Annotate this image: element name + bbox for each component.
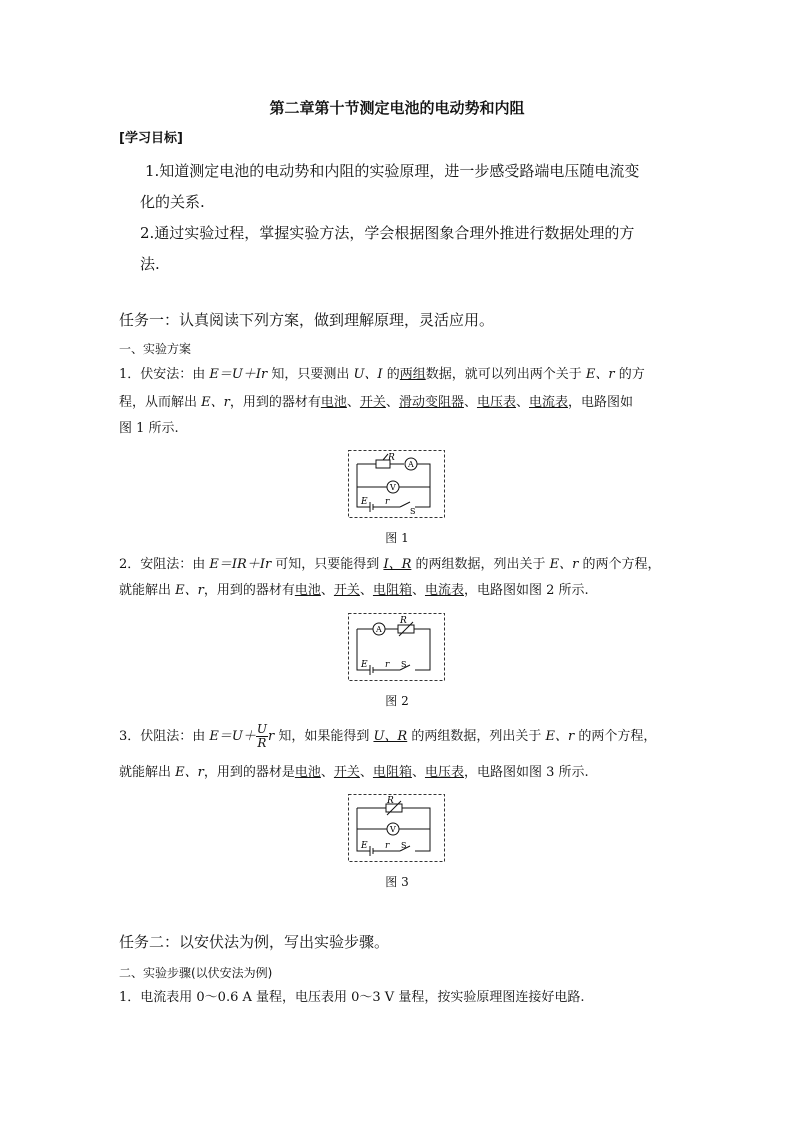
step-1: 1．电流表用 0～0.6 A 量程，电压表用 0～3 V 量程，按实验原理图连接好电路. <box>119 990 585 1005</box>
figure-1-caption: 图 1 <box>385 531 409 545</box>
figure-2-circuit <box>348 613 445 681</box>
method-3-line1: 3．伏阻法：由 E＝U＋ $\frac{U}{R}$ r 知，如果能得到 U、R 的两组数据，列出关于 E、r 的两个方程， <box>119 722 657 750</box>
method-1-line3: 图 1 所示. <box>119 421 179 436</box>
method-1-line1: 1．伏安法：由 E＝U＋Ir 知，只要测出 U、I 的两组数据，就可以列出两个关于 E、r 的方 <box>119 367 645 382</box>
fig2-label-R: R <box>400 616 407 626</box>
figure-3-caption: 图 3 <box>385 875 409 889</box>
objective-1-line2: 化的关系. <box>140 193 205 211</box>
method-2-line2: 就能解出 E、r，用到的器材有电池、开关、电阻箱、电流表，电路图如图 2 所示. <box>119 583 589 598</box>
figure-2-caption: 图 2 <box>385 694 409 708</box>
fig1-label-V: V <box>390 483 396 492</box>
figure-3-circuit <box>348 794 445 862</box>
method-3-fraction: $\frac{U}{R}$ <box>256 722 267 750</box>
fig1-label-r: r <box>385 497 390 507</box>
fig2-label-S: S <box>401 660 407 669</box>
fig3-label-V: V <box>390 825 396 834</box>
fig2-label-r: r <box>385 660 390 670</box>
fig1-label-S: S <box>410 507 416 516</box>
fig2-label-E: E <box>361 660 368 670</box>
fig1-label-R: R <box>388 453 395 463</box>
section-1-heading: 一、实验方案 <box>119 342 192 356</box>
fig3-label-r: r <box>385 841 390 851</box>
fig3-label-S: S <box>401 841 407 850</box>
objective-2-line2: 法. <box>140 255 160 273</box>
method-1-line2: 程，从而解出 E、r，用到的器材有电池、开关、滑动变阻器、电压表、电流表，电路图如 <box>119 395 634 410</box>
task-1: 任务一：认真阅读下列方案，做到理解原理，灵活应用。 <box>119 311 495 329</box>
fig2-label-A: A <box>376 625 382 634</box>
fig1-label-E: E <box>361 497 368 507</box>
section-2-heading: 二、实验步骤(以伏安法为例) <box>119 966 273 980</box>
method-3-line2: 就能解出 E、r，用到的器材是电池、开关、电阻箱、电压表，电路图如图 3 所示. <box>119 765 589 780</box>
objective-2-line1: 2.通过实验过程，掌握实验方法，学会根据图象合理外推进行数据处理的方 <box>140 224 635 242</box>
objective-1-line1: 1.知道测定电池的电动势和内阻的实验原理，进一步感受路端电压随电流变 <box>145 162 640 180</box>
fig1-label-A: A <box>408 460 414 469</box>
page-title: 第二章第十节测定电池的电动势和内阻 <box>269 99 525 117</box>
objectives-heading: [学习目标] <box>119 131 183 146</box>
fig3-label-R: R <box>387 796 394 806</box>
fig3-label-E: E <box>361 841 368 851</box>
task-2: 任务二：以安伏法为例，写出实验步骤。 <box>119 933 390 951</box>
method-2-line1: 2．安阻法：由 E＝IR＋Ir 可知，只要能得到 I、R 的两组数据，列出关于 E、r 的两个方程， <box>119 557 661 572</box>
figure-1-circuit <box>348 450 445 518</box>
